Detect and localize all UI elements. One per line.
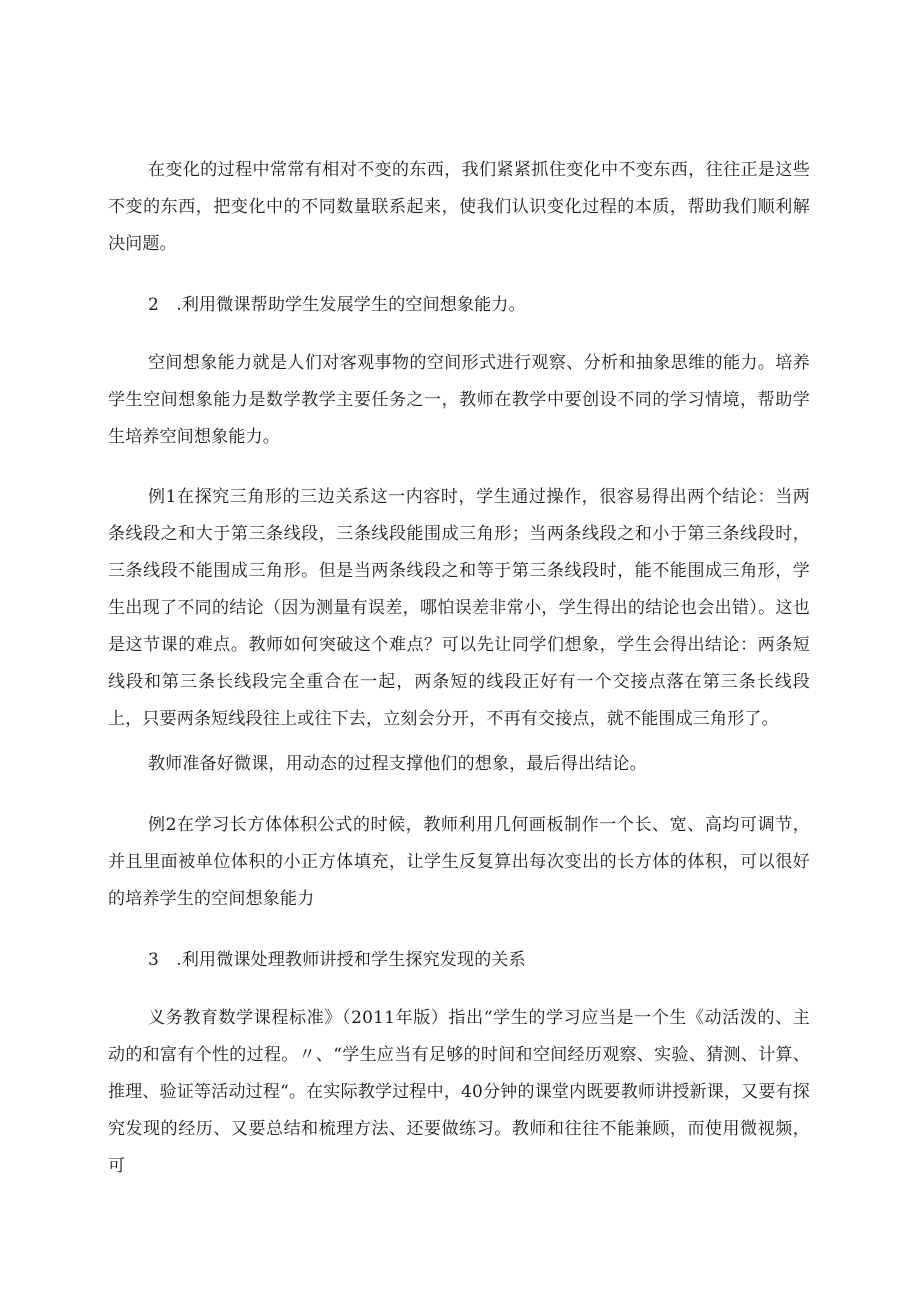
paragraph-invariant: 在变化的过程中常常有相对不变的东西，我们紧紧抓住变化中不变东西，往往正是这些不变的东西，把变化中的不同数量联系起来，使我们认识变化过程的本质，帮助我们顺利解决问题。 [108, 160, 810, 254]
section-heading-2: 2 .利用微课帮助学生发展学生的空间想象能力。 [148, 295, 526, 315]
paragraph-micro-lesson: 教师准备好微课，用动态的过程支撑他们的想象，最后得出结论。 [148, 754, 647, 774]
section-heading-3: 3 .利用微课处理教师讲授和学生探究发现的关系 [148, 950, 526, 970]
paragraph-spatial-ability: 空间想象能力就是人们对客观事物的空间形式进行观察、分析和抽象思维的能力。培养学生空间想象能力是数学教学主要任务之一，教师在教学中要创设不同的学习情境，帮助学生培养空间想象能力。 [108, 353, 810, 447]
paragraph-example-2: 例2在学习长方体体积公式的时候，教师利用几何画板制作一个长、宽、高均可调节，并且里面被单位体积的小正方体填充，让学生反复算出每次变出的长方体的体积，可以很好的培养学生的空间想象能力 [108, 815, 810, 909]
paragraph-example-1: 例1在探究三角形的三边关系这一内容时，学生通过操作，很容易得出两个结论：当两条线段之和大于第三条线段，三条线段能围成三角形；当两条线段之和小于第三条线段时，三条线段不能围成三角形。但是当两条线段之和等于第三条线段时，能不能围成三角形，学生出现了不同的结论（因为测量有误差，哪怕误差非常小，学生得出的结论也会出错）。这也是这节课的难点。教师如何突破这个难点？可以先让同学们想象，学生会得出结论：两条短线段和第三条长线段完全重合在一起，两条短的线段正好有一个交接点落在第三条长线段上，只要两条短线段往上或往下去，立刻会分开，不再有交接点，就不能围成三角形了。 [108, 487, 810, 729]
paragraph-curriculum-standard: 义务教育数学课程标准》（2011年版）指出“学生的学习应当是一个生《动活泼的、主动的和富有个性的过程。〃、“学生应当有足够的时间和空间经历观察、实验、猜测、计算、推理、验证等活动过程“。在实际教学过程中，40分钟的课堂内既要教师讲授新课，又要有探究发现的经历、又要总结和梳理方法、还要做练习。教师和往往不能兼顾，而使用微视频，可 [108, 1008, 810, 1176]
